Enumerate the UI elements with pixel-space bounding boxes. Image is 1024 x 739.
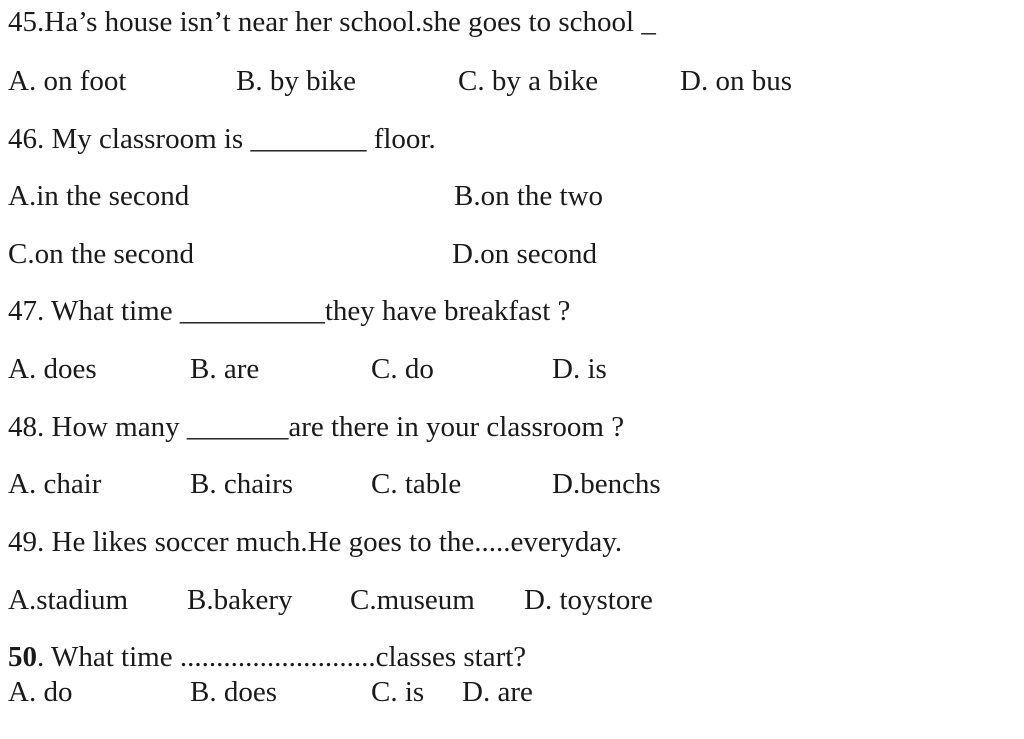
question-49-option-c: C.museum — [350, 584, 475, 616]
question-46-option-c: C.on the second — [8, 238, 195, 270]
question-50-option-c: C. is — [371, 676, 425, 708]
question-49-stem: 49. He likes soccer much.He goes to the.....everyday. — [8, 526, 623, 558]
question-50-number: 50 — [8, 641, 37, 673]
question-49-option-a: A.stadium — [8, 584, 129, 616]
question-46-stem-before: 46. My classroom is — [8, 123, 251, 155]
question-46-stem-after: floor. — [366, 123, 436, 155]
question-47-stem — [8, 297, 570, 326]
question-47-option-d: D. is — [552, 353, 607, 385]
question-47-option-c: C. do — [371, 353, 434, 385]
question-48-option-d: D.benchs — [552, 468, 661, 500]
question-46-blank: ________ — [250, 123, 367, 155]
question-50-option-b: B. does — [190, 676, 277, 708]
question-45-option-d: D. on bus — [680, 65, 792, 97]
question-45-stem: 45.Ha’s house isn’t near her school.she goes to school _ — [8, 6, 656, 38]
question-46-option-a: A.in the second — [8, 180, 190, 212]
question-47-stem-after: they have breakfast ? — [324, 295, 571, 327]
question-45-option-a: A. on foot — [8, 65, 127, 97]
question-46-stem — [8, 125, 436, 154]
question-46-option-d: D.on second — [452, 238, 597, 270]
question-48-option-a: A. chair — [8, 468, 102, 500]
question-47-stem-before: 47. What time — [8, 295, 180, 327]
question-48-stem — [8, 413, 624, 442]
question-48-option-c: C. table — [371, 468, 462, 500]
question-49-option-d: D. toystore — [524, 584, 653, 616]
question-48-blank: _______ — [186, 411, 289, 443]
question-50-option-d: D. are — [462, 676, 533, 708]
question-45-option-b: B. by bike — [236, 65, 357, 97]
question-50-stem — [8, 643, 526, 672]
question-48-stem-after: are there in your classroom ? — [288, 411, 625, 443]
question-49-option-b: B.bakery — [187, 584, 293, 616]
question-46-option-b: B.on the two — [454, 180, 604, 212]
question-50-stem-rest: . What time ...........................classes start? — [37, 641, 527, 673]
question-47-option-a: A. does — [8, 353, 97, 385]
question-47-option-b: B. are — [190, 353, 260, 385]
question-47-blank: __________ — [179, 295, 325, 327]
question-45-option-c: C. by a bike — [458, 65, 599, 97]
question-50-option-a: A. do — [8, 676, 73, 708]
question-48-option-b: B. chairs — [190, 468, 294, 500]
question-48-stem-before: 48. How many — [8, 411, 187, 443]
